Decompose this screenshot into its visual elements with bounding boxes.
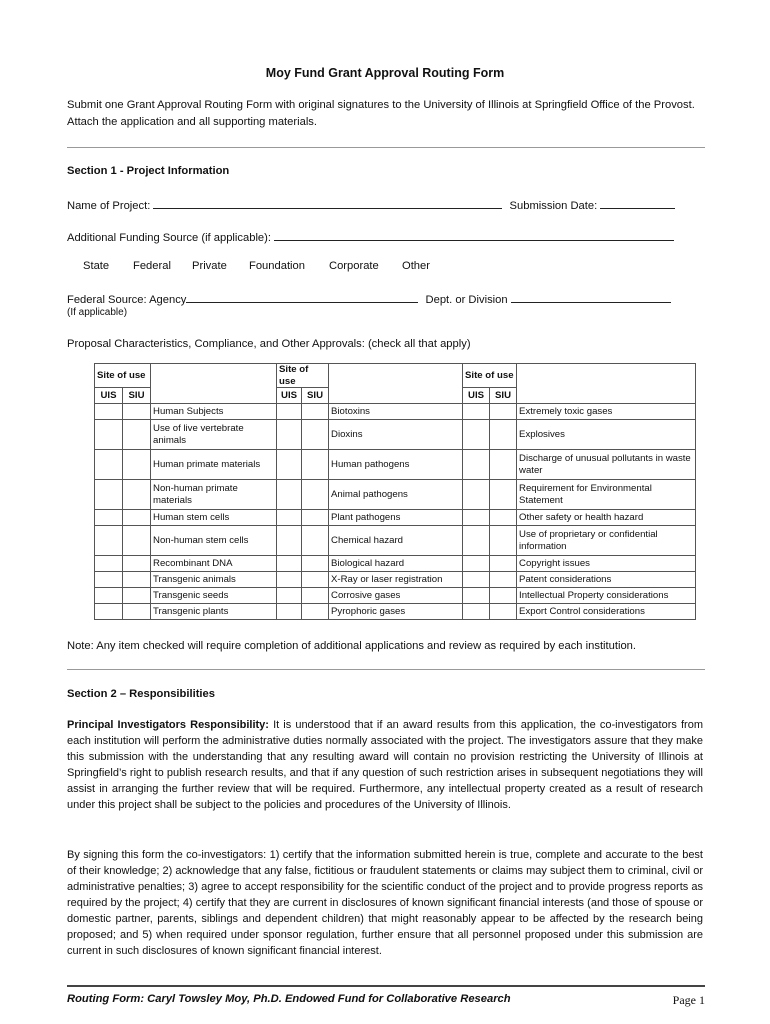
uis-header: UIS: [277, 388, 302, 404]
table-cell: Transgenic plants: [151, 604, 277, 620]
table-row: [95, 604, 696, 620]
checkbox-cell[interactable]: [463, 572, 490, 588]
name-of-project-label: Name of Project:: [67, 200, 151, 212]
option-corporate[interactable]: Corporate: [329, 260, 379, 272]
siu-header: SIU: [302, 388, 329, 404]
checkbox-cell[interactable]: [95, 526, 123, 556]
table-cell: Transgenic animals: [151, 572, 277, 588]
option-state[interactable]: State: [83, 260, 110, 272]
table-cell: Transgenic seeds: [151, 588, 277, 604]
table-cell: Copyright issues: [517, 556, 696, 572]
checkbox-cell[interactable]: [95, 420, 123, 450]
checkbox-cell[interactable]: [95, 404, 123, 420]
checkbox-cell[interactable]: [95, 604, 123, 620]
checkbox-cell[interactable]: [463, 588, 490, 604]
checkbox-cell[interactable]: [463, 480, 490, 510]
checkbox-cell[interactable]: [95, 588, 123, 604]
table-cell: Requirement for Environmental Statement: [517, 480, 696, 510]
checkbox-cell[interactable]: [463, 526, 490, 556]
checkbox-cell[interactable]: [490, 556, 517, 572]
checkbox-cell[interactable]: [123, 404, 151, 420]
footer-divider: [67, 985, 705, 987]
table-row: [95, 526, 696, 556]
checkbox-cell[interactable]: [95, 572, 123, 588]
table-cell: Pyrophoric gases: [329, 604, 463, 620]
submission-date-label: Submission Date:: [509, 200, 598, 212]
table-cell: Human Subjects: [151, 404, 277, 420]
table-cell: Human primate materials: [151, 450, 277, 480]
funding-options: [83, 260, 483, 272]
proposal-label: Proposal Characteristics, Compliance, and Other Approvals: (check all that apply): [67, 338, 471, 350]
checkbox-cell[interactable]: [123, 604, 151, 620]
site-of-use-header: Site of use: [463, 364, 517, 388]
table-cell: Human stem cells: [151, 510, 277, 526]
checkbox-cell[interactable]: [490, 588, 517, 604]
checkbox-cell[interactable]: [277, 480, 302, 510]
checkbox-cell[interactable]: [277, 510, 302, 526]
table-row: [95, 510, 696, 526]
additional-funding-label: Additional Funding Source (if applicable):: [67, 232, 271, 244]
if-applicable-note: (If applicable): [67, 307, 128, 318]
checkbox-cell[interactable]: [490, 604, 517, 620]
table-cell: Use of proprietary or confidential information: [517, 526, 696, 556]
checkbox-cell[interactable]: [123, 572, 151, 588]
checkbox-cell[interactable]: [123, 556, 151, 572]
table-cell: Explosives: [517, 420, 696, 450]
checkbox-cell[interactable]: [123, 526, 151, 556]
divider: [67, 147, 705, 148]
checkbox-cell[interactable]: [277, 604, 302, 620]
checkbox-cell[interactable]: [490, 450, 517, 480]
table-row: [95, 404, 696, 420]
pi-responsibility-paragraph: [67, 717, 703, 813]
table-cell: Chemical hazard: [329, 526, 463, 556]
checkbox-cell[interactable]: [490, 510, 517, 526]
checkbox-cell[interactable]: [123, 510, 151, 526]
checkbox-cell[interactable]: [277, 450, 302, 480]
option-other[interactable]: Other: [402, 260, 430, 272]
name-of-project-row: [67, 197, 675, 212]
table-cell: Intellectual Property considerations: [517, 588, 696, 604]
name-of-project-field[interactable]: [153, 197, 502, 209]
table-row: [95, 480, 696, 510]
divider: [67, 669, 705, 670]
compliance-table: [94, 363, 696, 620]
checkbox-cell[interactable]: [302, 450, 329, 480]
table-row: [95, 588, 696, 604]
checkbox-cell[interactable]: [277, 526, 302, 556]
checkbox-cell[interactable]: [95, 510, 123, 526]
dept-label: Dept. or Division: [425, 294, 508, 306]
checkbox-cell[interactable]: [302, 420, 329, 450]
table-cell: Non-human primate materials: [151, 480, 277, 510]
checkbox-cell[interactable]: [463, 604, 490, 620]
checkbox-cell[interactable]: [463, 404, 490, 420]
section2-heading: Section 2 – Responsibilities: [67, 688, 215, 700]
form-title: Moy Fund Grant Approval Routing Form: [265, 66, 505, 80]
table-cell: Plant pathogens: [329, 510, 463, 526]
site-of-use-header: Site of use: [277, 364, 329, 388]
note-text: Note: Any item checked will require completion of additional applications and review as required by each institution.: [67, 640, 637, 652]
section1-heading: Section 1 - Project Information: [67, 165, 230, 177]
checkbox-cell[interactable]: [123, 450, 151, 480]
checkbox-cell[interactable]: [463, 450, 490, 480]
submission-date-field[interactable]: [600, 197, 675, 209]
table-row: [95, 420, 696, 450]
checkbox-cell[interactable]: [95, 556, 123, 572]
checkbox-cell[interactable]: [95, 450, 123, 480]
checkbox-cell[interactable]: [463, 556, 490, 572]
option-private[interactable]: Private: [192, 260, 227, 272]
checkbox-cell[interactable]: [123, 588, 151, 604]
option-federal[interactable]: Federal: [133, 260, 171, 272]
table-cell: Biotoxins: [329, 404, 463, 420]
additional-funding-field[interactable]: [274, 229, 674, 241]
checkbox-cell[interactable]: [277, 556, 302, 572]
checkbox-cell[interactable]: [95, 480, 123, 510]
table-cell: Patent considerations: [517, 572, 696, 588]
checkbox-cell[interactable]: [302, 572, 329, 588]
checkbox-cell[interactable]: [123, 480, 151, 510]
checkbox-cell[interactable]: [463, 510, 490, 526]
checkbox-cell[interactable]: [490, 480, 517, 510]
checkbox-cell[interactable]: [277, 572, 302, 588]
checkbox-cell[interactable]: [490, 420, 517, 450]
checkbox-cell[interactable]: [277, 588, 302, 604]
table-row: [95, 572, 696, 588]
table-row: [95, 450, 696, 480]
table-cell: Dioxins: [329, 420, 463, 450]
footer-title: Routing Form: Caryl Towsley Moy, Ph.D. Endowed Fund for Collaborative Research: [67, 993, 511, 1005]
option-foundation[interactable]: Foundation: [249, 260, 305, 272]
signing-paragraph: By signing this form the co-investigators: 1) certify that the information submitted herein is true, complete and accurate to the best of their knowledge; 2) acknowledge that any false, fictitious or fraudulent statements or claims may subject them to criminal, civil or administrative penalties; 3) agree to accept responsibility for the scientific conduct of the project and to provide progress reports as required by the project; 4) certify that they are current in disclosures of known significant financial interests (and those of spouse or domestic partner, parents, siblings and dependent children) that might reasonably appear to be affected by the research being proposed; and 5) when required under sponsor regulation, further ensure that all personnel proposed under this submission are current in such disclosures of known significant financial interest.: [67, 849, 703, 957]
table-cell: Biological hazard: [329, 556, 463, 572]
table-cell: Extremely toxic gases: [517, 404, 696, 420]
pi-label: Principal Investigators Responsibility:: [67, 719, 269, 731]
checkbox-cell[interactable]: [302, 480, 329, 510]
table-cell: Corrosive gases: [329, 588, 463, 604]
dept-field[interactable]: [511, 291, 671, 303]
table-cell: Other safety or health hazard: [517, 510, 696, 526]
checkbox-cell[interactable]: [277, 404, 302, 420]
checkbox-cell[interactable]: [302, 526, 329, 556]
federal-source-row: [67, 291, 671, 306]
checkbox-cell[interactable]: [302, 556, 329, 572]
checkbox-cell[interactable]: [490, 572, 517, 588]
checkbox-cell[interactable]: [302, 510, 329, 526]
checkbox-cell[interactable]: [463, 420, 490, 450]
intro-text: Submit one Grant Approval Routing Form with original signatures to the University of Illinois at Springfield Office of the Provost. Attach the application and all supporting materials.: [67, 99, 695, 128]
checkbox-cell[interactable]: [302, 588, 329, 604]
table-cell: Animal pathogens: [329, 480, 463, 510]
checkbox-cell[interactable]: [123, 420, 151, 450]
agency-field[interactable]: [186, 291, 418, 303]
page-number: Page 1: [672, 993, 705, 1007]
federal-source-label: Federal Source: Agency: [67, 294, 187, 306]
uis-header: UIS: [463, 388, 490, 404]
checkbox-cell[interactable]: [302, 604, 329, 620]
table-cell: Human pathogens: [329, 450, 463, 480]
table-cell: Discharge of unusual pollutants in waste water: [517, 450, 696, 480]
table-cell: Export Control considerations: [517, 604, 696, 620]
checkbox-cell[interactable]: [490, 404, 517, 420]
table-row: [95, 556, 696, 572]
pi-text: It is understood that if an award results from this application, the co-investigators from each institution will perform the administrative duties normally associated with the project. The investigators assure that they make this submission with the understanding that any resulting award will contain no provision restricting the University of Illinois at Springfield’s right to publish research results, and that if any question of such restriction arises in subsequent negotiations they will assist in arranging the further review that will be required. Furthermore, any intellectual property created as a result of research under this project shall be subject to the policies and procedures of the University of Illinois.: [67, 719, 703, 811]
table-cell: Recombinant DNA: [151, 556, 277, 572]
table-cell: Non-human stem cells: [151, 526, 277, 556]
additional-funding-row: [67, 229, 674, 244]
checkbox-cell[interactable]: [490, 526, 517, 556]
table-cell: X-Ray or laser registration: [329, 572, 463, 588]
siu-header: SIU: [490, 388, 517, 404]
table-cell: Use of live vertebrate animals: [151, 420, 277, 450]
uis-header: UIS: [95, 388, 123, 404]
checkbox-cell[interactable]: [302, 404, 329, 420]
checkbox-cell[interactable]: [277, 420, 302, 450]
site-of-use-header: Site of use: [95, 364, 151, 388]
siu-header: SIU: [123, 388, 151, 404]
